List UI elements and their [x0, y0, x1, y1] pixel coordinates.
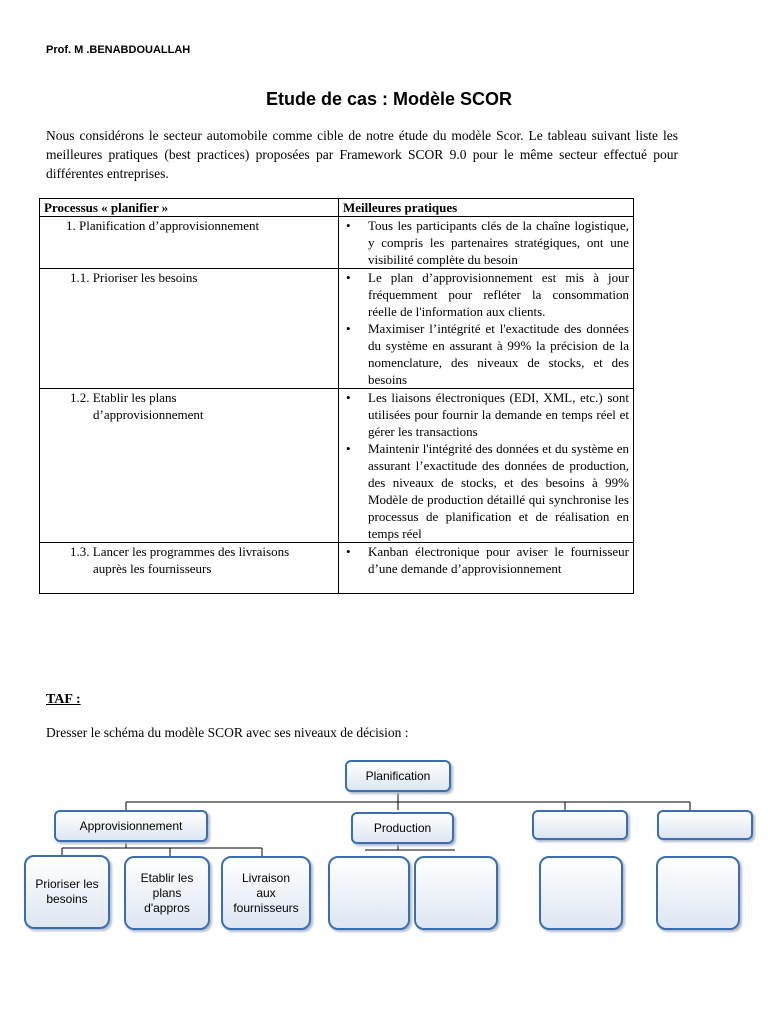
col-header-process: Processus « planifier »: [40, 199, 339, 217]
empty-level3-node: [656, 856, 740, 930]
table-row: [40, 217, 634, 269]
prioriser-besoins-node: [24, 855, 110, 929]
empty-level2-node: [657, 810, 753, 840]
node-label: Livraison aux fournisseurs: [233, 870, 299, 915]
table-row: [40, 543, 634, 594]
col-header-practices: Meilleures pratiques: [339, 199, 634, 217]
process-cell: [40, 269, 339, 389]
practice-item: • Tous les participants clés de la chaîne logistique, y compris les partenaires stratégiques, ont une visibilité complète du besoin: [343, 217, 629, 268]
practice-item: • Les liaisons électroniques (EDI, XML, etc.) sont utilisées pour fournir la demande en temps réel et gérer les transactions: [343, 389, 629, 440]
etablir-plans-node: [124, 856, 210, 930]
process-cell: [40, 217, 339, 269]
process-label-line1: 1.2. Etablir les plans: [70, 390, 177, 405]
practices-cell: [339, 543, 634, 594]
node-label: Etablir les plans d'appros: [140, 870, 194, 915]
table-row: [40, 389, 634, 543]
practice-item: • Le plan d’approvisionnement est mis à jour fréquemment pour refléter la consommation réelle de l'information aux clients.: [343, 269, 629, 320]
page-title: Etude de cas : Modèle SCOR: [265, 89, 513, 109]
table-row: [40, 269, 634, 389]
table-header-row: [40, 199, 634, 217]
empty-level3-node: [539, 856, 623, 930]
empty-level2-node: [532, 810, 628, 840]
practice-item: • Kanban électronique pour aviser le fournisseur d’une demande d’approvisionnement: [343, 543, 629, 577]
approvisionnement-node: [54, 810, 208, 842]
node-label: Prioriser les besoins: [35, 877, 99, 906]
author-header: Prof. M .BENABDOUALLAH: [46, 44, 191, 56]
intro-paragraph: Nous considérons le secteur automobile comme cible de notre étude du modèle Scor. Le tableau suivant liste les meilleures pratiques (best practices) proposées par Framework SCOR 9.0 pour le même secteur effectué pour différentes entreprises.: [46, 128, 678, 181]
practices-cell: [339, 217, 634, 269]
practice-item: • Maintenir l'intégrité des données et du système en assurant l’exactitude des données de production, des niveaux de stocks, et des besoins à 99% Modèle de production détaillé qui synchronise les processus de planification et de réalisation en temps réel: [343, 440, 629, 542]
livraison-fournisseurs-node: [221, 856, 311, 930]
practice-item: • Maximiser l’intégrité et l'exactitude des données du système en assurant à 99% la précision de la nomenclature, des niveaux de stocks, et des besoins: [343, 320, 629, 388]
process-label-line1: 1.3. Lancer les programmes des livraisons: [70, 544, 290, 559]
process-label: [44, 389, 334, 423]
process-cell: [40, 543, 339, 594]
node-label: Planification: [365, 768, 431, 783]
process-label-line2: d’approvisionnement: [93, 407, 204, 422]
planification-node: [345, 760, 451, 792]
process-cell: [40, 389, 339, 543]
empty-level3-node: [414, 856, 498, 930]
node-label: Production: [373, 820, 432, 835]
process-label: [44, 543, 334, 577]
best-practices-table: [39, 198, 634, 594]
node-label: Approvisionnement: [79, 818, 183, 833]
empty-level3-node: [328, 856, 410, 930]
practices-cell: [339, 389, 634, 543]
production-node: [351, 812, 454, 844]
process-label: 1.1. Prioriser les besoins: [70, 270, 198, 285]
instruction-text: Dresser le schéma du modèle SCOR avec ses niveaux de décision :: [46, 725, 409, 740]
process-label-line2: auprès les fournisseurs: [93, 561, 212, 576]
practices-cell: [339, 269, 634, 389]
process-label: 1. Planification d’approvisionnement: [66, 218, 260, 233]
taf-heading: TAF :: [46, 692, 81, 707]
